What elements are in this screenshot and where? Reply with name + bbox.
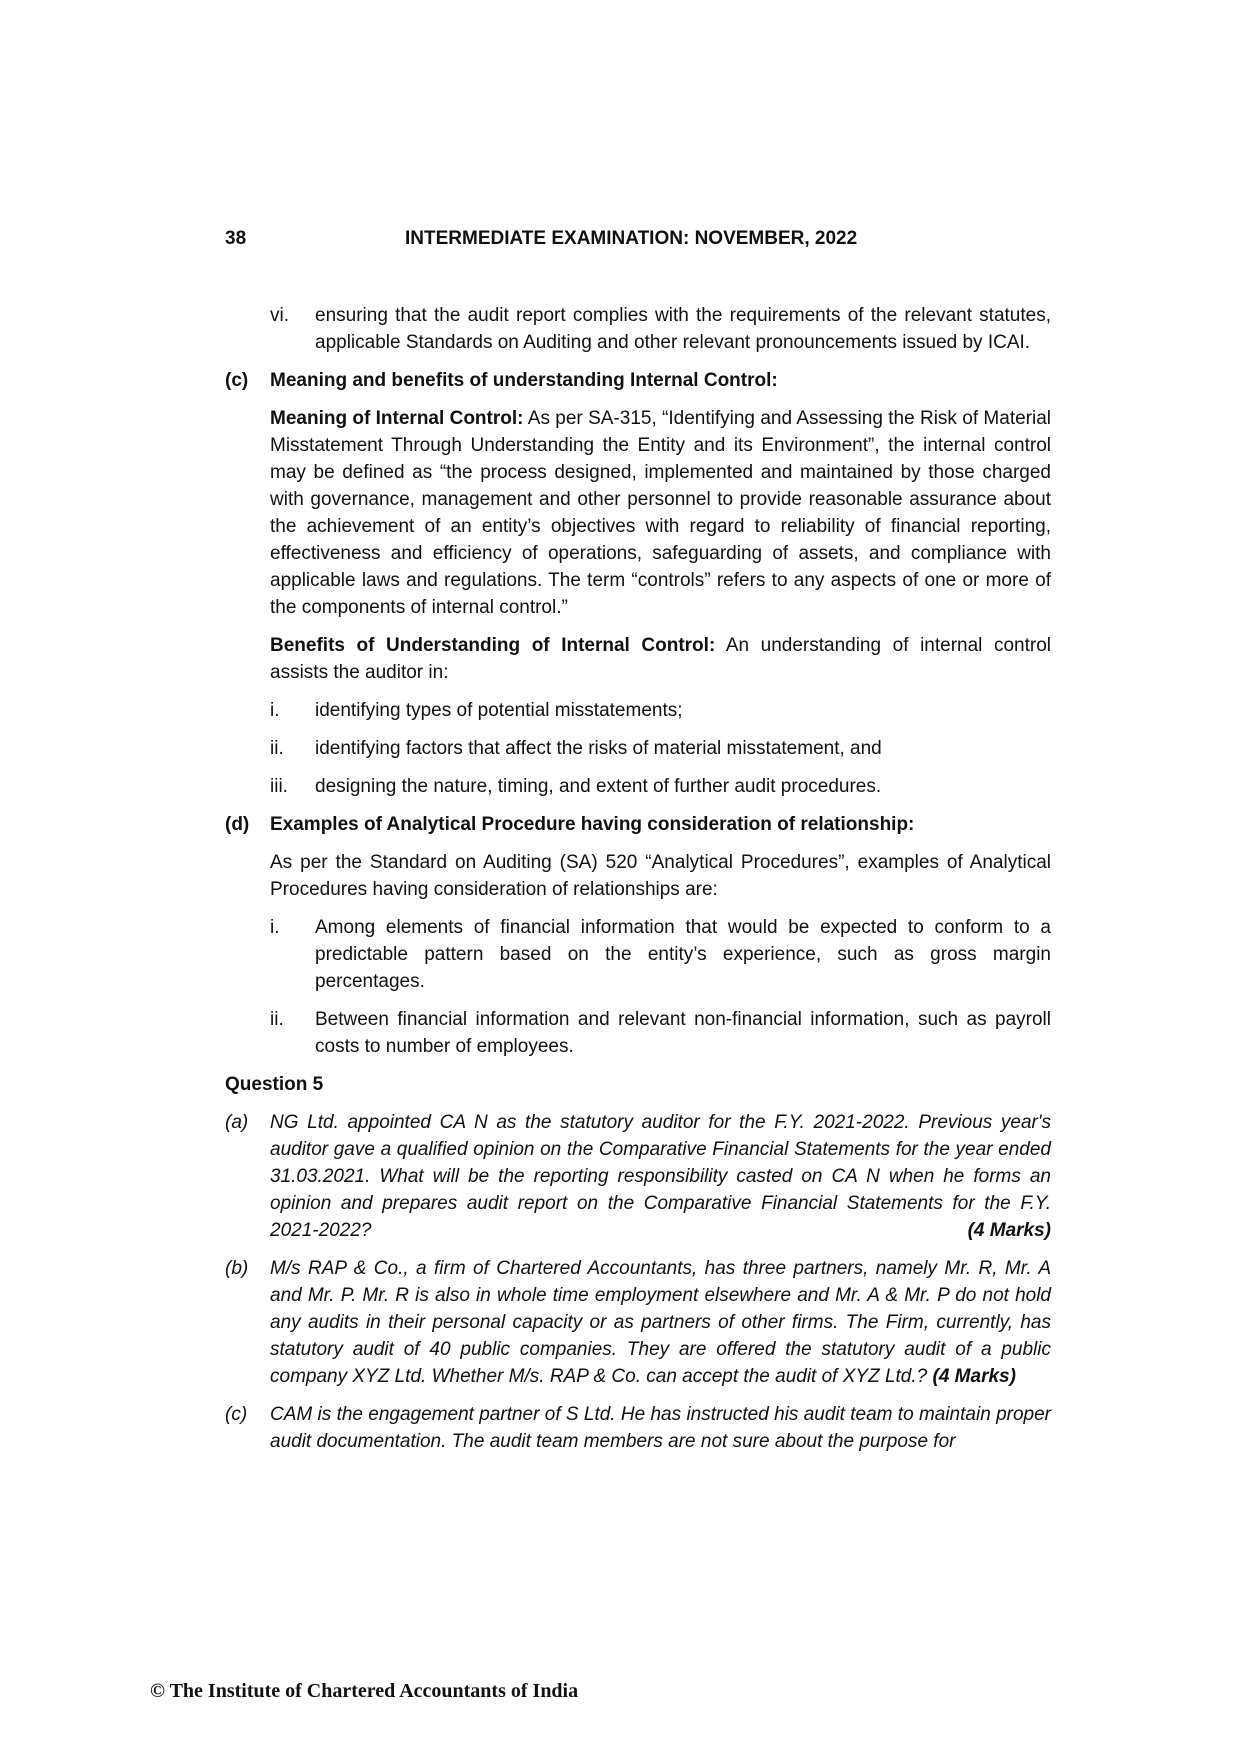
question-part [225,1401,1051,1455]
question-part-text [270,1255,1051,1390]
section-c-heading-row [225,367,1051,394]
question-heading: Question 5 [225,1074,324,1095]
list-item [270,697,1051,724]
list-number: ii. [270,1009,284,1030]
question-text: NG Ltd. appointed CA N as the statutory auditor for the F.Y. 2021-2022. Previous year's auditor gave a qualified opinion on the Comparative Financial Statements for the year ended 31.03.2021. What will be the reporting responsibility casted on CA N when he forms an opinion and prepares audit report on the Comparative Financial Statements for the F.Y. 2021-2022? [270,1112,1051,1241]
section-label: (d) [225,814,250,835]
item-vi-block [225,302,1051,356]
list-item [270,1006,1051,1060]
section-c-body [225,405,1051,800]
list-item [270,773,1051,800]
list-number: i. [270,917,280,938]
section-label: (c) [225,370,249,391]
question-part-text [270,1401,1051,1455]
list-text: Between financial information and relevant non-financial information, such as payroll costs to number of employees. [315,1009,1051,1057]
benefits-text: An understanding of internal control assists the auditor in: [270,635,1051,683]
copyright-footer: © The Institute of Chartered Accountants of India [150,1680,579,1702]
list-number: iii. [270,776,288,797]
list-item [270,735,1051,762]
list-number: vi. [270,305,289,326]
section-d-body [225,849,1051,1060]
section-d-heading-row [225,811,1051,838]
page-number: 38 [225,228,247,249]
section-heading: Examples of Analytical Procedure having consideration of relationship: [270,814,915,835]
running-header: INTERMEDIATE EXAMINATION: NOVEMBER, 2022 [405,228,858,249]
question-part [225,1255,1051,1390]
meaning-title: Meaning of Internal Control: [270,408,524,429]
list-number: i. [270,700,280,721]
question-part-label: (a) [225,1112,249,1133]
question-text: M/s RAP & Co., a firm of Chartered Accountants, has three partners, namely Mr. R, Mr. A and Mr. P. Mr. R is also in whole time employment elsewhere and Mr. A & Mr. P do not hold any audits in their personal capacity or as partners of other firms. The Firm, currently, has statutory audit of 40 public companies. They are offered the statutory audit of a public company XYZ Ltd. Whether M/s. RAP & Co. can accept the audit of XYZ Ltd.? [270,1258,1051,1387]
question-part-text [270,1109,1051,1244]
page-body [225,302,1051,1466]
list-text: designing the nature, timing, and extent of further audit procedures. [315,776,882,797]
question-part [225,1109,1051,1244]
list-text: identifying types of potential misstatements; [315,700,683,721]
meaning-paragraph [270,405,1051,621]
list-number: ii. [270,738,284,759]
question-part-label: (b) [225,1258,249,1279]
meaning-text: As per SA-315, “Identifying and Assessing the Risk of Material Misstatement Through Understanding the Entity and its Environment”, the internal control may be defined as “the process designed, implemented and maintained by those charged with governance, management and other personnel to provide reasonable assurance about the achievement of an entity’s objectives with regard to reliability of financial reporting, effectiveness and efficiency of operations, safeguarding of assets, and compliance with applicable laws and regulations. The term “controls” refers to any aspects of one or more of the components of internal control.” [270,408,1052,618]
list-text: Among elements of financial information that would be expected to conform to a predictable pattern based on the entity’s experience, such as gross margin percentages. [315,917,1051,992]
section-heading: Meaning and benefits of understanding Internal Control: [270,370,778,391]
list-item [270,302,1051,356]
list-text: identifying factors that affect the risks of material misstatement, and [315,738,882,759]
benefits-title: Benefits of Understanding of Internal Control: [270,635,716,656]
section-d-intro: As per the Standard on Auditing (SA) 520 “Analytical Procedures”, examples of Analytical Procedures having consideration of relationships are: [270,852,1051,900]
list-text: ensuring that the audit report complies with the requirements of the relevant statutes, applicable Standards on Auditing and other relevant pronouncements issued by ICAI. [315,305,1051,353]
question-text: CAM is the engagement partner of S Ltd. He has instructed his audit team to maintain proper audit documentation. The audit team members are not sure about the purpose for [270,1404,1051,1452]
marks-badge: (4 Marks) [967,1220,1051,1241]
marks-badge: (4 Marks) [932,1366,1016,1387]
question-part-label: (c) [225,1404,248,1425]
list-item [270,914,1051,995]
benefits-paragraph [270,632,1051,686]
